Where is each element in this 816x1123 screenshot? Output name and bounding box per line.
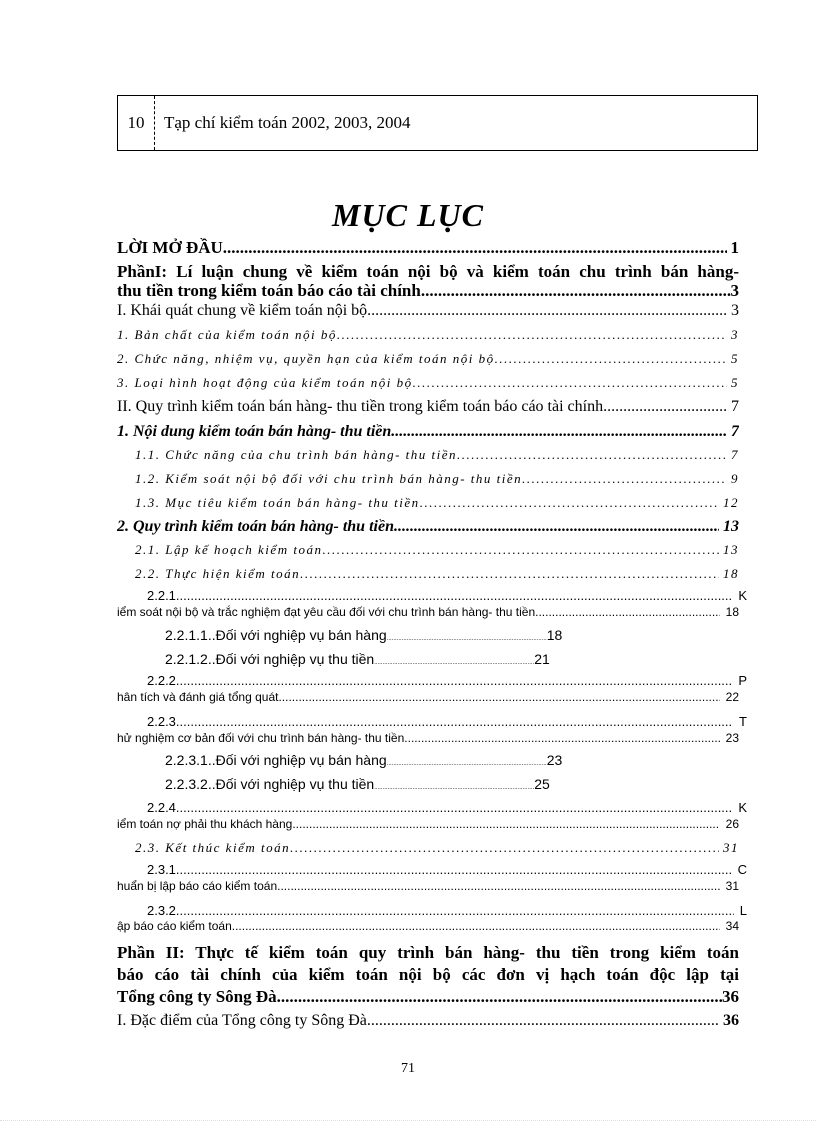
toc-entry-ii21[interactable]: 2.1. Lập kế hoạch kiểm toán ..... 13 [135, 542, 739, 558]
toc-entry-s231-tail[interactable]: huẩn bị lập báo cáo kiểm toán ..... 31 [117, 879, 739, 893]
toc-entry-s223-head[interactable]: 2.2.3 ..... T [147, 714, 747, 729]
toc-entry-i1[interactable]: 1. Bản chất của kiểm toán nội bộ ..... 3 [117, 327, 739, 343]
toc-entry-s221-tail[interactable]: iểm soát nội bộ và trắc nghiệm đạt yêu cầu đối với chu trình bán hàng- thu tiền ..... 18 [117, 605, 739, 619]
toc-entry-s232-head[interactable]: 2.3.2 ..... L [147, 903, 747, 918]
toc-entry-s2232[interactable]: 2.2.3.2..Đối với nghiệp vụ thu tiền ................................................................................................ 25 [165, 776, 550, 792]
toc-entry-s2231[interactable]: 2.2.3.1..Đối với nghiệp vụ bán hàng ................................................................................................ 23 [165, 752, 563, 768]
toc-entry-i3[interactable]: 3. Loại hình hoạt động của kiểm toán nội bộ ..... 5 [117, 375, 739, 391]
toc-entry-ii23[interactable]: 2.3. Kết thúc kiểm toán ..... 31 [135, 840, 739, 856]
toc-entry-i2[interactable]: 2. Chức năng, nhiệm vụ, quyền hạn của kiểm toán nội bộ ..... 5 [117, 351, 739, 367]
toc-entry-s2211[interactable]: 2.2.1.1..Đối với nghiệp vụ bán hàng ................................................................................................ 18 [165, 627, 563, 643]
page-number: 71 [401, 1061, 415, 1076]
toc-entry-ii11[interactable]: 1.1. Chức năng của chu trình bán hàng- thu tiền ..... 7 [135, 447, 739, 463]
toc-entry-s224-head[interactable]: 2.2.4 ..... K [147, 800, 747, 815]
toc-entry-ii22[interactable]: 2.2. Thực hiện kiểm toán ..... 18 [135, 566, 739, 582]
toc-entry-s224-tail[interactable]: iểm toán nợ phải thu khách hàng ..... 26 [117, 817, 739, 831]
toc-entry-ii1[interactable]: 1. Nội dung kiểm toán bán hàng- thu tiền ..... 7 [117, 423, 739, 441]
reference-text: Tạp chí kiểm toán 2002, 2003, 2004 [164, 113, 411, 132]
toc-entry-part1[interactable]: PhầnI: Lí luận chung về kiểm toán nội bộ và kiểm toán chu trình bán hàng- thu tiền trong kiểm toán báo cáo tài chính ..... 3 [117, 262, 739, 300]
toc-entry-s231-head[interactable]: 2.3.1 ..... C [147, 862, 747, 877]
page-bottom-divider [0, 1120, 816, 1121]
reference-table [117, 95, 758, 151]
toc-entry-intro[interactable]: LỜI MỞ ĐẦU ..... 1 [117, 238, 739, 258]
toc-entry-ii[interactable]: II. Quy trình kiểm toán bán hàng- thu tiền trong kiểm toán báo cáo tài chính ..... 7 [117, 398, 739, 416]
reference-number: 10 [118, 96, 155, 150]
toc-entry-ii2[interactable]: 2. Quy trình kiểm toán bán hàng- thu tiền ..... 13 [117, 518, 739, 536]
toc-entry-ii12[interactable]: 1.2. Kiểm soát nội bộ đối với chu trình bán hàng- thu tiền ..... 9 [135, 471, 739, 487]
toc-entry-s2212[interactable]: 2.2.1.2..Đối với nghiệp vụ thu tiền ................................................................................................ 21 [165, 651, 550, 667]
toc-entry-p2-i[interactable]: I. Đặc điểm của Tổng công ty Sông Đà ..... 36 [117, 1012, 739, 1030]
toc-entry-i-general[interactable]: I. Khái quát chung về kiểm toán nội bộ ..... 3 [117, 302, 739, 320]
toc-entry-ii13[interactable]: 1.3. Mục tiêu kiểm toán bán hàng- thu tiền ..... 12 [135, 495, 739, 511]
toc-entry-part2[interactable]: Phần II: Thực tế kiểm toán quy trình bán hàng- thu tiền trong kiểm toán báo cáo tài chính của kiểm toán nội bộ các đơn vị hạch toán độc lập tại Tổng công ty Sông Đà ..... 36 [117, 942, 739, 1008]
page-title: MỤC LỤC [332, 197, 484, 233]
toc-entry-s232-tail[interactable]: ập báo cáo kiểm toán ..... 34 [117, 919, 739, 933]
toc-entry-s223-tail[interactable]: hử nghiệm cơ bản đối với chu trình bán hàng- thu tiền ..... 23 [117, 731, 739, 745]
toc-entry-s222-head[interactable]: 2.2.2 ..... P [147, 673, 747, 688]
toc-entry-s221-head[interactable]: 2.2.1 ..... K [147, 588, 747, 603]
toc-entry-s222-tail[interactable]: hân tích và đánh giá tổng quát ..... 22 [117, 690, 739, 704]
